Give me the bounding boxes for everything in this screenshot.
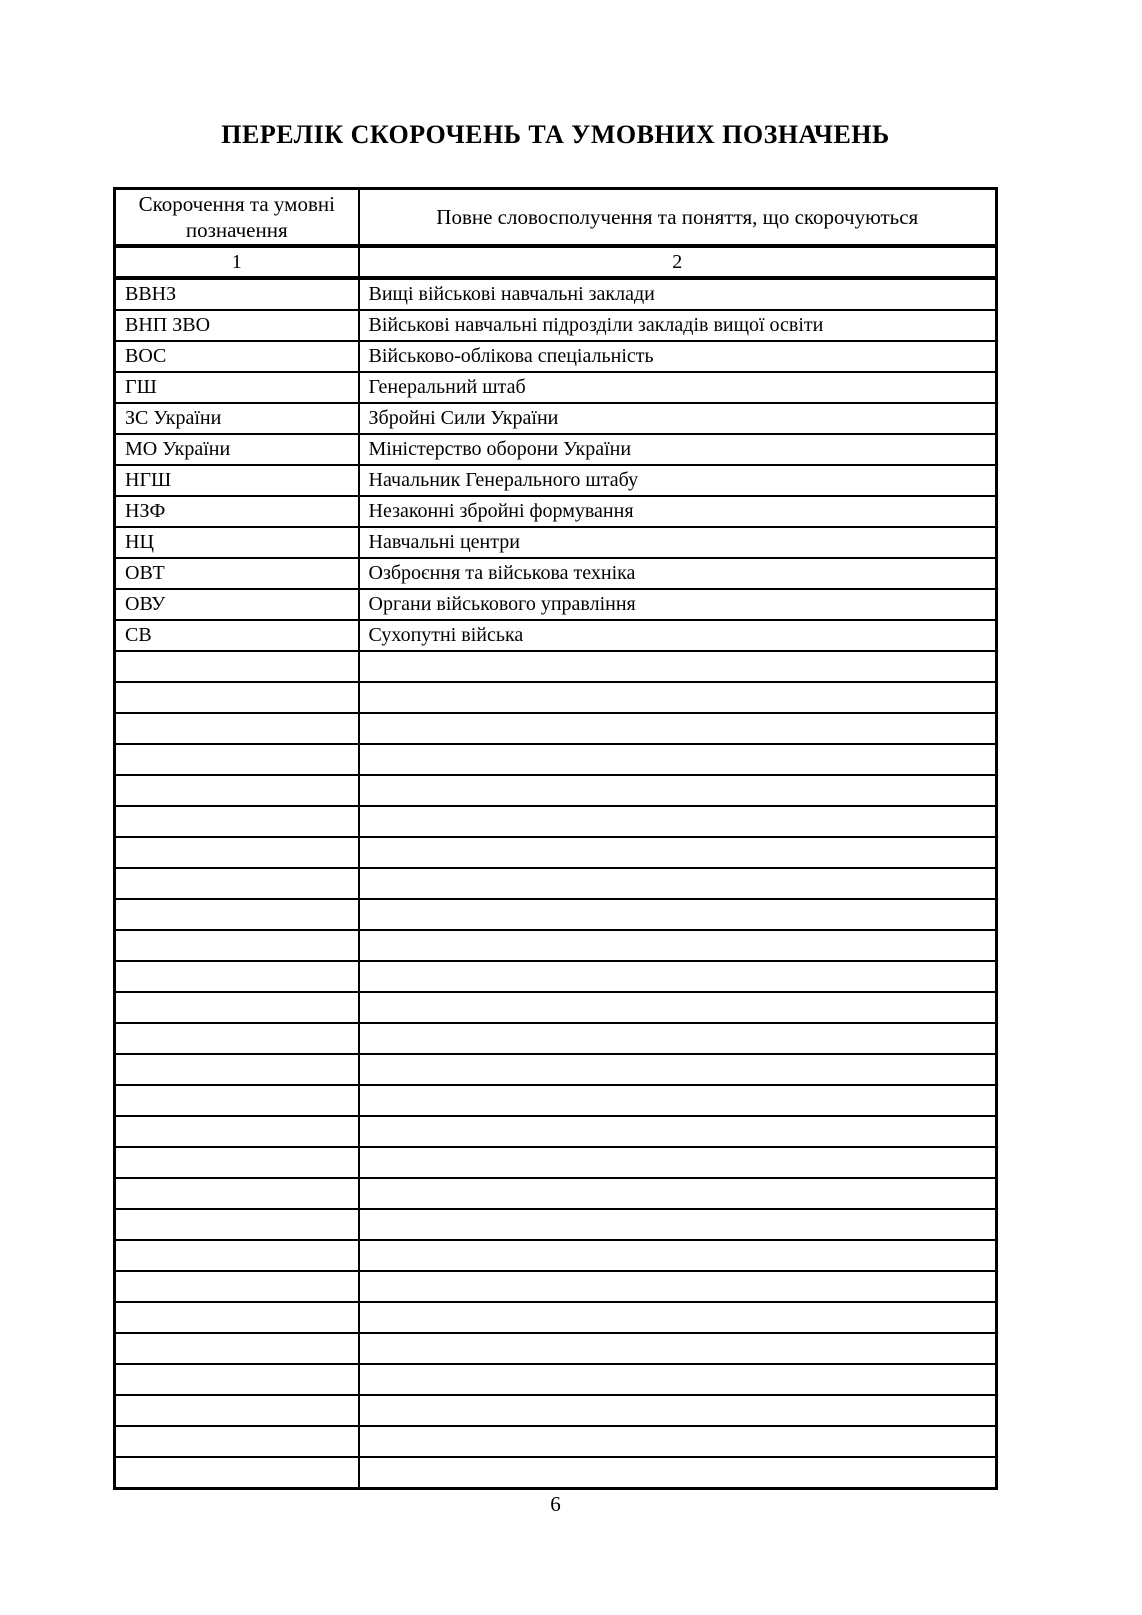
empty-table-row — [115, 713, 997, 744]
abbreviation-cell: СВ — [115, 620, 359, 651]
abbreviation-cell: ОВТ — [115, 558, 359, 589]
abbreviation-cell — [115, 1023, 359, 1054]
table-row — [115, 278, 997, 310]
full-phrase-cell: Генеральний штаб — [359, 372, 997, 403]
abbreviation-cell: ВВНЗ — [115, 278, 359, 310]
abbreviation-cell — [115, 713, 359, 744]
full-phrase-cell — [359, 1457, 997, 1489]
abbreviation-cell — [115, 1426, 359, 1457]
full-phrase-cell — [359, 1054, 997, 1085]
full-phrase-cell — [359, 1364, 997, 1395]
full-phrase-cell — [359, 961, 997, 992]
full-phrase-cell: Начальник Генерального штабу — [359, 465, 997, 496]
full-phrase-cell — [359, 1426, 997, 1457]
empty-table-row — [115, 1054, 997, 1085]
full-phrase-cell — [359, 1240, 997, 1271]
empty-table-row — [115, 899, 997, 930]
full-phrase-cell — [359, 775, 997, 806]
header-abbreviation-column: Скорочення та умовні позначення — [115, 189, 359, 247]
table-row — [115, 465, 997, 496]
abbreviation-cell — [115, 1271, 359, 1302]
empty-table-row — [115, 1364, 997, 1395]
abbreviation-cell: МО України — [115, 434, 359, 465]
abbreviation-cell: ГШ — [115, 372, 359, 403]
table-row — [115, 527, 997, 558]
abbreviation-cell — [115, 837, 359, 868]
abbreviation-cell — [115, 651, 359, 682]
abbreviation-cell — [115, 682, 359, 713]
abbreviation-cell — [115, 868, 359, 899]
empty-table-row — [115, 1116, 997, 1147]
column-number-1: 1 — [115, 246, 359, 278]
full-phrase-cell — [359, 806, 997, 837]
full-phrase-cell: Сухопутні війська — [359, 620, 997, 651]
empty-table-row — [115, 961, 997, 992]
abbreviation-cell: НГШ — [115, 465, 359, 496]
abbreviation-cell: ОВУ — [115, 589, 359, 620]
empty-table-row — [115, 1395, 997, 1426]
full-phrase-cell — [359, 1271, 997, 1302]
table-row — [115, 341, 997, 372]
full-phrase-cell: Вищі військові навчальні заклади — [359, 278, 997, 310]
full-phrase-cell: Незаконні збройні формування — [359, 496, 997, 527]
full-phrase-cell — [359, 682, 997, 713]
table-row — [115, 558, 997, 589]
full-phrase-cell — [359, 1302, 997, 1333]
abbreviation-cell — [115, 899, 359, 930]
abbreviations-table — [113, 187, 998, 1490]
full-phrase-cell — [359, 1116, 997, 1147]
empty-table-row — [115, 744, 997, 775]
empty-table-row — [115, 1333, 997, 1364]
abbreviation-cell — [115, 961, 359, 992]
full-phrase-cell: Навчальні центри — [359, 527, 997, 558]
page-number: 6 — [550, 1492, 561, 1516]
abbreviation-cell — [115, 1364, 359, 1395]
empty-table-row — [115, 1178, 997, 1209]
column-number-row — [115, 246, 997, 278]
abbreviation-cell — [115, 1209, 359, 1240]
header-full-phrase-column: Повне словосполучення та поняття, що скорочуються — [359, 189, 997, 247]
full-phrase-cell — [359, 651, 997, 682]
abbreviation-cell — [115, 1085, 359, 1116]
abbreviation-cell — [115, 1054, 359, 1085]
abbreviation-cell — [115, 992, 359, 1023]
table-row — [115, 372, 997, 403]
full-phrase-cell — [359, 744, 997, 775]
full-phrase-cell — [359, 1209, 997, 1240]
full-phrase-cell — [359, 899, 997, 930]
page-title: ПЕРЕЛІК СКОРОЧЕНЬ ТА УМОВНИХ ПОЗНАЧЕНЬ — [221, 120, 890, 149]
empty-table-row — [115, 1209, 997, 1240]
empty-table-row — [115, 806, 997, 837]
abbreviation-cell — [115, 744, 359, 775]
empty-table-row — [115, 775, 997, 806]
abbreviation-cell — [115, 1457, 359, 1489]
full-phrase-cell — [359, 868, 997, 899]
column-number-2: 2 — [359, 246, 997, 278]
abbreviation-cell — [115, 1395, 359, 1426]
abbreviation-cell: ВНП ЗВО — [115, 310, 359, 341]
empty-table-row — [115, 868, 997, 899]
full-phrase-cell — [359, 930, 997, 961]
full-phrase-cell: Військово-облікова спеціальність — [359, 341, 997, 372]
table-row — [115, 310, 997, 341]
table-row — [115, 403, 997, 434]
abbreviation-cell — [115, 1147, 359, 1178]
full-phrase-cell — [359, 992, 997, 1023]
empty-table-row — [115, 1271, 997, 1302]
empty-table-row — [115, 1240, 997, 1271]
abbreviation-cell: ЗС України — [115, 403, 359, 434]
table-row — [115, 434, 997, 465]
abbreviation-cell — [115, 775, 359, 806]
table-row — [115, 496, 997, 527]
abbreviation-cell — [115, 930, 359, 961]
full-phrase-cell — [359, 1147, 997, 1178]
full-phrase-cell — [359, 1178, 997, 1209]
full-phrase-cell: Міністерство оборони України — [359, 434, 997, 465]
full-phrase-cell — [359, 837, 997, 868]
full-phrase-cell: Військові навчальні підрозділи закладів вищої освіти — [359, 310, 997, 341]
abbreviation-cell — [115, 1302, 359, 1333]
full-phrase-cell — [359, 1023, 997, 1054]
abbreviation-cell: ВОС — [115, 341, 359, 372]
empty-table-row — [115, 1023, 997, 1054]
full-phrase-cell: Збройні Сили України — [359, 403, 997, 434]
empty-table-row — [115, 1302, 997, 1333]
abbreviation-cell: НЦ — [115, 527, 359, 558]
abbreviation-cell — [115, 1178, 359, 1209]
empty-table-row — [115, 930, 997, 961]
empty-table-row — [115, 1085, 997, 1116]
full-phrase-cell — [359, 1395, 997, 1426]
table-row — [115, 620, 997, 651]
empty-table-row — [115, 1426, 997, 1457]
abbreviation-cell — [115, 1240, 359, 1271]
empty-table-row — [115, 651, 997, 682]
empty-table-row — [115, 1457, 997, 1489]
abbreviation-cell — [115, 806, 359, 837]
full-phrase-cell: Озброєння та військова техніка — [359, 558, 997, 589]
table-row — [115, 589, 997, 620]
abbreviation-cell: НЗФ — [115, 496, 359, 527]
table-header-row — [115, 189, 997, 247]
empty-table-row — [115, 682, 997, 713]
empty-table-row — [115, 992, 997, 1023]
empty-table-row — [115, 1147, 997, 1178]
full-phrase-cell — [359, 713, 997, 744]
full-phrase-cell — [359, 1333, 997, 1364]
full-phrase-cell: Органи військового управління — [359, 589, 997, 620]
empty-table-row — [115, 837, 997, 868]
abbreviation-cell — [115, 1116, 359, 1147]
abbreviation-cell — [115, 1333, 359, 1364]
full-phrase-cell — [359, 1085, 997, 1116]
